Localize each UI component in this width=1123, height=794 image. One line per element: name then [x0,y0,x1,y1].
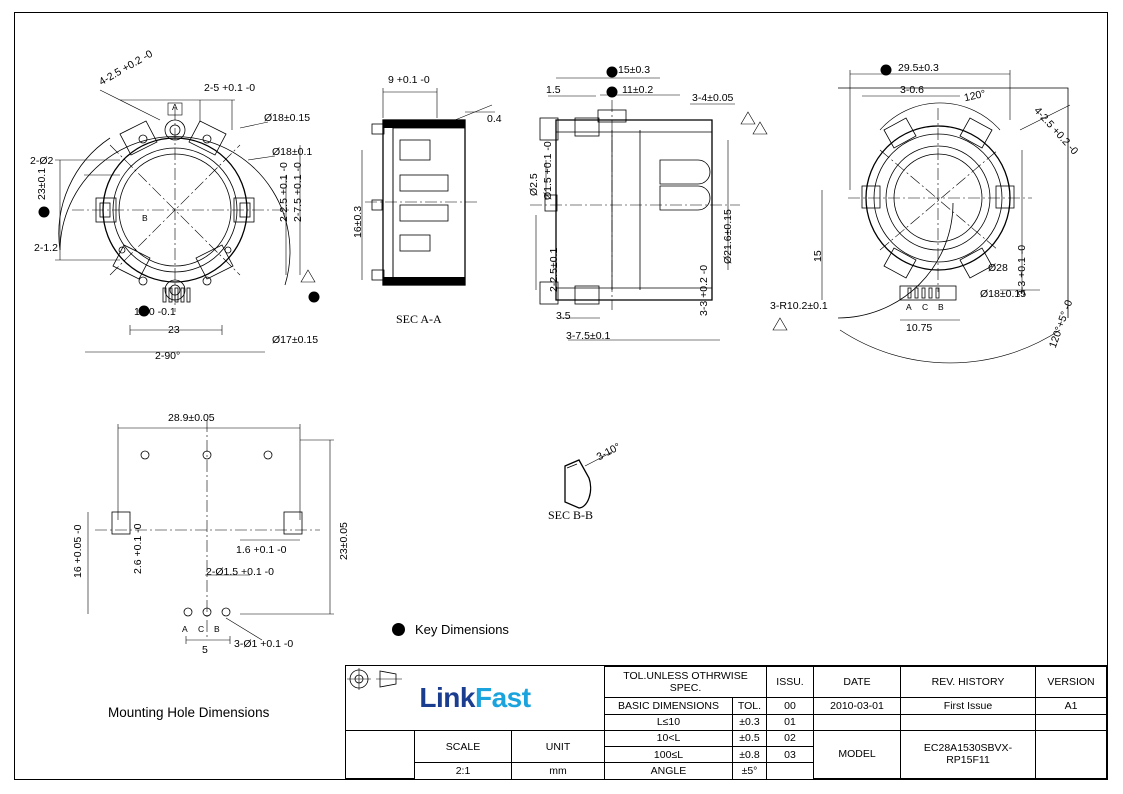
dim-seca-9: 9 +0.1 -0 [388,74,430,86]
dim-mount-2-d1p5: 2-Ø1.5 +0.1 -0 [206,566,274,578]
dim-mount-1p6: 1.6 +0.1 -0 [236,544,287,556]
dim-front-2-5: 2-5 +0.1 -0 [204,82,256,94]
rev-row-1 [901,714,1036,730]
dim-mid-11: 11±0.2 [622,84,654,96]
dim-mount-23: 23±0.05 [338,522,350,560]
dim-right-120: 120° [962,87,987,105]
datum-c-right: C [922,302,929,312]
legend-key-dimensions [392,622,509,637]
key-dimension-dot-icon [392,623,405,636]
dim-front-2-2p5: 2-2.5 +0.1 -0 [278,162,290,222]
view-right [753,65,1070,363]
dim-mount-16: 16 +0.05 -0 [72,524,84,578]
unit-label: UNIT [512,730,605,763]
scale-label: SCALE [415,730,512,763]
rev-row-0: First Issue [901,698,1036,714]
angle-label: ANGLE [605,763,733,779]
dim-front-2-1p2: 2-1.2 [34,242,58,254]
datum-b-mount: B [214,624,220,634]
caption-sec-aa: SEC A-A [396,312,442,326]
dim-right-3-3: 3-3 +0.1 -0 [1016,244,1028,296]
dim-mid-3-4: 3-4±0.05 [692,92,734,104]
version-row-1 [1036,714,1107,730]
title-block [345,665,1108,780]
dim-right-10p75: 10.75 [906,322,933,334]
projection-symbol [346,730,415,778]
angle-tol: ±5° [732,763,766,779]
mounting-hole-title: Mounting Hole Dimensions [108,705,270,720]
unit-value: mm [512,763,605,779]
issu-row-0: 00 [767,698,814,714]
dim-seca-16: 16±0.3 [352,205,364,238]
tol-value-1: ±0.5 [732,730,766,746]
dim-front-2-7p5: 2-7.5 +0.1 -0 [292,162,304,222]
version-row-0: A1 [1036,698,1107,714]
model-label: MODEL [814,730,901,778]
dim-secbb-3-10deg: 3-10° [594,440,623,464]
dim-front-d18-015: Ø18±0.15 [264,112,311,124]
dim-right-3-r10p2: 3-R10.2±0.1 [770,300,828,312]
dim-front-1: 1 +0 -0.1 [134,306,176,318]
caption-sec-bb: SEC B-B [548,508,594,522]
dim-mid-2-2p5: 2-2.5±0.1 [548,247,560,292]
dim-front-23pm01: 23±0.1 [36,167,48,200]
datum-b-right: B [938,302,944,312]
dim-mount-2p6: 2.6 +0.1 -0 [132,523,144,574]
datum-b-front: B [142,213,148,223]
first-angle-projection-icon [346,666,404,692]
datum-a-right: A [906,302,912,312]
dim-mid-1p5: 1.5 [546,84,561,96]
dim-right-120-5: 120°+5° -0 [1046,298,1076,350]
dim-front-2-d2: 2-Ø2 [30,155,54,167]
model-value: EC28A1530SBVX-RP15F11 [901,730,1036,778]
tol-value-0: ±0.3 [732,714,766,730]
dim-mount-5: 5 [202,644,208,656]
view-middle [530,67,755,341]
dim-right-4-2p5: 4-2.5 +0.2 -0 [1031,104,1081,158]
scale-value: 2:1 [415,763,512,779]
logo-text-part2: Fast [474,682,531,714]
issu-header: ISSU. [767,667,814,698]
dim-mid-15: 15±0.3 [618,64,651,76]
dim-mid-d21p6: Ø21.6±0.15 [722,209,734,264]
rev-header: REV. HISTORY [901,667,1036,698]
dim-front-23: 23 [168,324,180,336]
dim-right-3-06: 3-0.6 [900,84,924,96]
date-row-1 [814,714,901,730]
view-section-aa [362,88,495,285]
tol-value-2: ±0.8 [732,747,766,763]
dim-mid-d1p5: Ø1.5 +0.1 -0 [542,141,554,200]
dim-right-d18: Ø18±0.15 [980,288,1027,300]
issu-row-2: 02 [767,730,814,746]
dim-seca-0p4: 0.4 [487,113,502,125]
date-header: DATE [814,667,901,698]
dim-mid-3-7p5: 3-7.5±0.1 [566,330,611,342]
datum-c-mount: C [198,624,205,634]
dim-mid-d2p5: Ø2.5 [528,173,540,196]
tol-header: TOL.UNLESS OTHRWISE SPEC. [605,667,767,698]
dim-mid-3-3: 3-3 +0.2 -0 [698,264,710,316]
view-mounting-holes [88,420,334,644]
issu-row-3: 03 [767,747,814,763]
dim-right-15: 15 [812,250,824,262]
tol-range-0: L≤10 [605,714,733,730]
tol-range-1: 10<L [605,730,733,746]
issu-row-1: 01 [767,714,814,730]
dim-mount-3-d1: 3-Ø1 +0.1 -0 [234,638,294,650]
dim-right-d28: Ø28 [988,262,1008,274]
dim-front-2-90: 2-90° [155,350,181,362]
legend-label: Key Dimensions [415,622,509,637]
tol-col-label: TOL. [732,698,766,714]
dim-front-d18-01: Ø18±0.1 [272,146,313,158]
datum-a-front: A [172,102,178,112]
issu-blank [767,763,814,779]
version-header: VERSION [1036,667,1107,698]
dim-right-29p5: 29.5±0.3 [898,62,939,74]
datum-a-mount: A [182,624,188,634]
basic-dimensions-label: BASIC DIMENSIONS [605,698,733,714]
tol-range-2: 100≤L [605,747,733,763]
date-row-0: 2010-03-01 [814,698,901,714]
logo-text-part1: Link [419,682,475,714]
dim-mount-28p9: 28.9±0.05 [168,412,215,424]
dim-front-d17: Ø17±0.15 [272,334,319,346]
dim-front-4-2p5: 4-2.5 +0.2 -0 [97,47,155,89]
version-row-2 [1036,730,1107,778]
dim-mid-3p5: 3.5 [556,310,571,322]
